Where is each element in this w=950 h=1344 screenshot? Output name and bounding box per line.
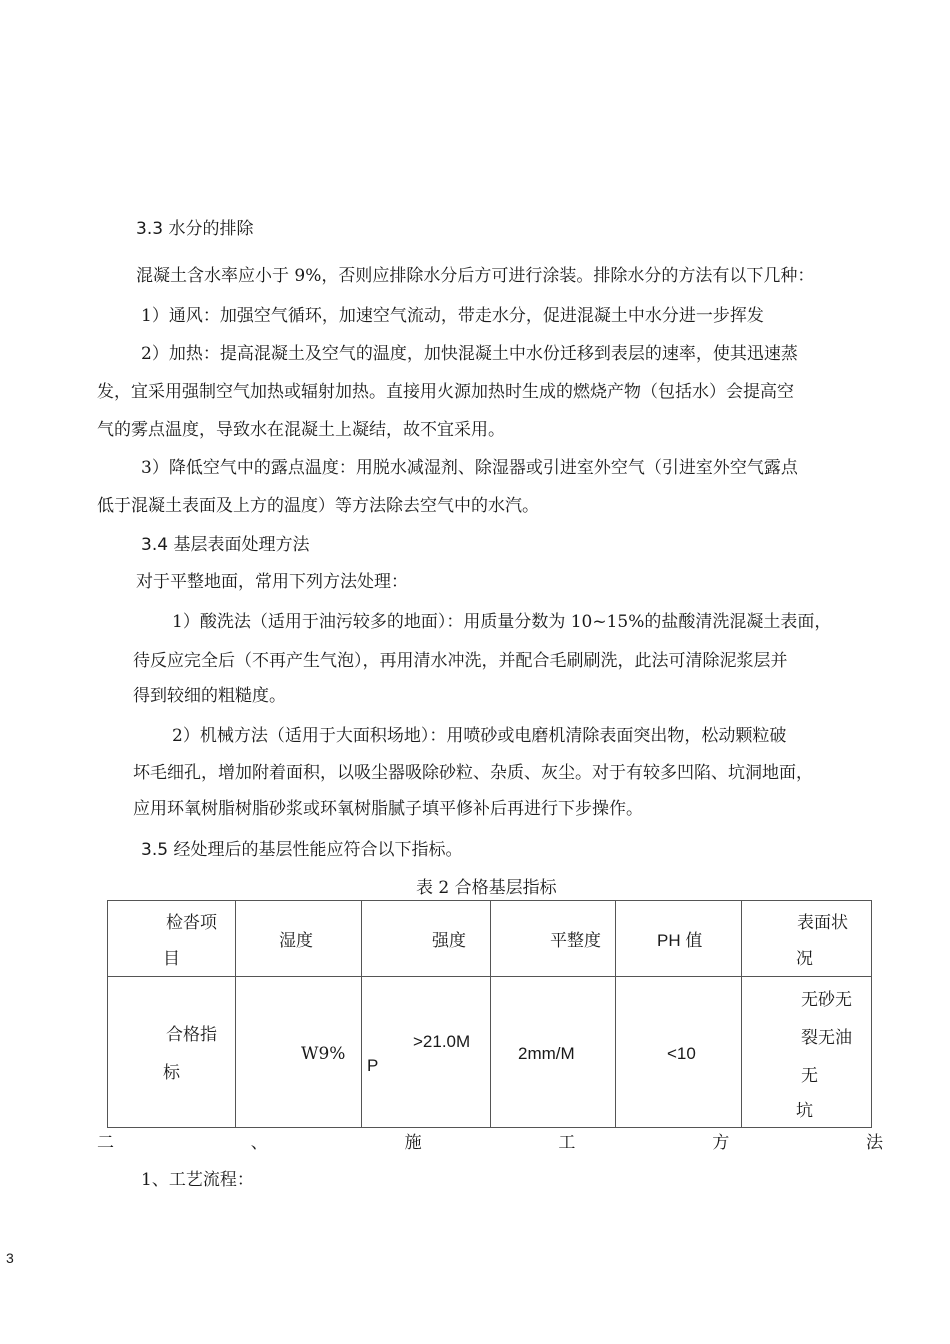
qualified-base-spec-table	[107, 900, 872, 1128]
section-3-4-item-1-line-2: 待反应完全后（不再产生气泡），再用清水冲洗，并配合毛刷刷洗，此法可清除泥浆层并	[133, 651, 788, 671]
section-3-3-item-1: 1）通风：加强空气循环，加速空气流动，带走水分，促进混凝土中水分进一步挥发	[141, 306, 764, 326]
section-3-3-item-3-line-2: 低于混凝土表面及上方的温度）等方法除去空气中的水汽。	[97, 496, 539, 516]
data-cell-label: 合格指 标	[108, 977, 236, 1128]
section-2-item-1: 1、工艺流程：	[141, 1170, 254, 1190]
section-3-4-item-2-line-2: 坏毛细孔，增加附着面积，以吸尘器吸除砂粒、杂质、灰尘。对于有较多凹陷、坑洞地面，	[133, 763, 813, 783]
data-cell-strength: >21.0M P	[362, 977, 491, 1128]
section-3-4-intro: 对于平整地面，常用下列方法处理：	[136, 572, 408, 592]
section-3-3-item-2-line-2: 发，宜采用强制空气加热或辐射加热。直接用火源加热时生成的燃烧产物（包括水）会提高空	[97, 382, 794, 402]
section-3-4-heading: 3.4 基层表面处理方法	[141, 535, 310, 555]
header-cell-strength: 强度	[362, 901, 491, 977]
data-cell-surface: 无砂无 裂无油 无 坑	[742, 977, 872, 1128]
header-cell-humidity: 湿度	[236, 901, 362, 977]
data-cell-humidity: W9%	[236, 977, 362, 1128]
page-number: 3	[6, 1250, 14, 1266]
section-3-3-item-2-line-1: 2）加热：提高混凝土及空气的温度，加快混凝土中水份迁移到表层的速率，使其迅速蒸	[141, 344, 798, 364]
section-3-4-item-2-line-3: 应用环氧树脂树脂砂浆或环氧树脂腻子填平修补后再进行下步操作。	[133, 799, 643, 819]
section-3-3-intro: 混凝土含水率应小于 9%，否则应排除水分后方可进行涂装。排除水分的方法有以下几种：	[136, 266, 815, 286]
table-header-row	[108, 901, 872, 977]
section-2-heading: 二 、 施 工 方 法	[97, 1133, 883, 1153]
table-caption: 表 2 合格基层指标	[416, 878, 557, 898]
header-cell-surface: 表面状 况	[742, 901, 872, 977]
section-3-4-item-2-line-1: 2）机械方法（适用于大面积场地）：用喷砂或电磨机清除表面突出物，松动颗粒破	[172, 726, 787, 746]
data-cell-flatness: 2mm/M	[491, 977, 616, 1128]
header-cell-ph: PH 值	[616, 901, 742, 977]
section-3-3-item-2-line-3: 气的雾点温度，导致水在混凝土上凝结，故不宜采用。	[97, 420, 505, 440]
table-data-row	[108, 977, 872, 1128]
section-3-5-heading: 3.5 经处理后的基层性能应符合以下指标。	[141, 840, 463, 860]
section-3-3-item-3-line-1: 3）降低空气中的露点温度：用脱水减湿剂、除湿器或引进室外空气（引进室外空气露点	[141, 458, 798, 478]
section-3-4-item-1-line-1: 1）酸洗法（适用于油污较多的地面）：用质量分数为 10~15%的盐酸清洗混凝土表面，	[172, 612, 832, 632]
section-3-3-heading: 3.3 水分的排除	[136, 219, 254, 239]
data-cell-ph: <10	[616, 977, 742, 1128]
header-cell-flatness: 平整度	[491, 901, 616, 977]
header-cell-item: 检沓项 目	[108, 901, 236, 977]
section-3-4-item-1-line-3: 得到较细的粗糙度。	[133, 686, 286, 706]
